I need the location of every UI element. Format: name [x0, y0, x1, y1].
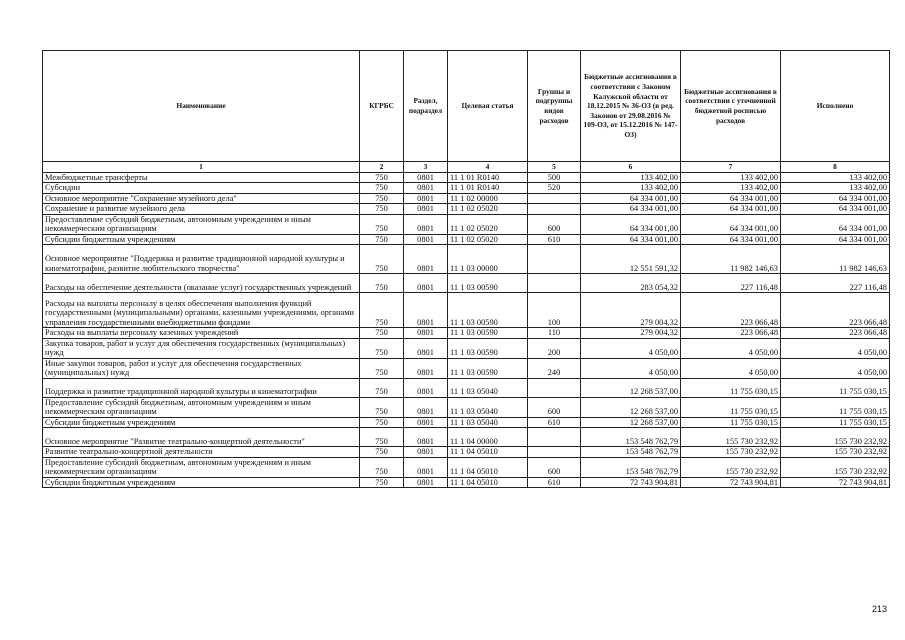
row-expense-type: 600: [528, 457, 581, 477]
row-section: 0801: [404, 477, 448, 488]
row-law-amount: 64 334 001,00: [581, 193, 681, 204]
table-row: [43, 234, 890, 245]
table-row: [43, 428, 890, 447]
row-name: Закупка товаров, работ и услуг для обеспечения государственных (муниципальных) нужд: [43, 338, 360, 358]
header-section: Раздел, подраздел: [404, 51, 448, 162]
row-kgrbs: 750: [360, 183, 404, 194]
row-section: 0801: [404, 428, 448, 447]
row-kgrbs: 750: [360, 193, 404, 204]
row-executed-amount: 11 755 030,15: [781, 397, 890, 417]
row-expense-type: [528, 193, 581, 204]
row-expense-type: [528, 428, 581, 447]
table-row: [43, 457, 890, 477]
row-name: Поддержка и развитие традиционной народной культуры и кинематографии: [43, 378, 360, 397]
row-expense-type: [528, 204, 581, 215]
row-target: 11 1 01 R0140: [448, 183, 528, 194]
row-target: 11 1 02 05020: [448, 204, 528, 215]
row-expense-type: [528, 274, 581, 293]
row-target: 11 1 03 00590: [448, 274, 528, 293]
row-section: 0801: [404, 397, 448, 417]
row-executed-amount: 11 982 146,63: [781, 245, 890, 274]
row-executed-amount: 133 402,00: [781, 183, 890, 194]
row-expense-type: 200: [528, 338, 581, 358]
row-refined-amount: 4 050,00: [681, 338, 781, 358]
row-kgrbs: 750: [360, 293, 404, 328]
row-target: 11 1 03 00590: [448, 338, 528, 358]
row-section: 0801: [404, 172, 448, 183]
row-kgrbs: 750: [360, 477, 404, 488]
row-target: 11 1 03 05040: [448, 378, 528, 397]
row-target: 11 1 02 00000: [448, 193, 528, 204]
row-refined-amount: 223 066,48: [681, 328, 781, 339]
row-law-amount: 64 334 001,00: [581, 234, 681, 245]
row-name: Сохранение и развитие музейного дела: [43, 204, 360, 215]
row-section: 0801: [404, 204, 448, 215]
header-groups: Группы и подгруппы видов расходов: [528, 51, 581, 162]
row-target: 11 1 03 00590: [448, 328, 528, 339]
row-target: 11 1 04 05010: [448, 447, 528, 458]
row-executed-amount: 72 743 904,81: [781, 477, 890, 488]
row-refined-amount: 227 116,48: [681, 274, 781, 293]
row-expense-type: 610: [528, 417, 581, 428]
row-name: Межбюджетные трансферты: [43, 172, 360, 183]
row-section: 0801: [404, 214, 448, 234]
row-executed-amount: 223 066,48: [781, 328, 890, 339]
row-section: 0801: [404, 378, 448, 397]
row-expense-type: [528, 378, 581, 397]
row-law-amount: 64 334 001,00: [581, 214, 681, 234]
header-done: Исполнено: [781, 51, 890, 162]
row-name: Основное мероприятие "Развитие театрально-концертной деятельности": [43, 428, 360, 447]
table-row: [43, 358, 890, 378]
table-row: [43, 274, 890, 293]
row-executed-amount: 4 050,00: [781, 358, 890, 378]
row-expense-type: 520: [528, 183, 581, 194]
row-kgrbs: 750: [360, 245, 404, 274]
row-law-amount: 153 548 762,79: [581, 428, 681, 447]
row-target: 11 1 04 00000: [448, 428, 528, 447]
row-target: 11 1 03 05040: [448, 417, 528, 428]
column-number: 5: [528, 162, 581, 173]
row-target: 11 1 03 00590: [448, 358, 528, 378]
row-refined-amount: 155 730 232,92: [681, 428, 781, 447]
column-number: 1: [43, 162, 360, 173]
row-expense-type: 500: [528, 172, 581, 183]
row-kgrbs: 750: [360, 358, 404, 378]
row-kgrbs: 750: [360, 234, 404, 245]
row-expense-type: 240: [528, 358, 581, 378]
row-section: 0801: [404, 274, 448, 293]
row-refined-amount: 133 402,00: [681, 172, 781, 183]
page-number: 213: [872, 604, 888, 614]
column-number: 6: [581, 162, 681, 173]
row-executed-amount: 155 730 232,92: [781, 428, 890, 447]
row-refined-amount: 4 050,00: [681, 358, 781, 378]
row-law-amount: 12 268 537,00: [581, 397, 681, 417]
table-row: [43, 214, 890, 234]
row-target: 11 1 02 05020: [448, 234, 528, 245]
row-expense-type: 110: [528, 328, 581, 339]
row-name: Расходы на выплаты персоналу в целях обеспечения выполнения функций государственными (муниципальными) органами, казенными учреждениями, органами управления государственными внебюджетными фондами: [43, 293, 360, 328]
row-name: Субсидии: [43, 183, 360, 194]
row-section: 0801: [404, 358, 448, 378]
row-section: 0801: [404, 417, 448, 428]
column-number-row: [43, 162, 890, 173]
row-law-amount: 279 004,32: [581, 328, 681, 339]
row-name: Расходы на обеспечение деятельности (оказание услуг) государственных учреждений: [43, 274, 360, 293]
table-body: [43, 172, 890, 488]
row-target: 11 1 03 00000: [448, 245, 528, 274]
row-name: Расходы на выплаты персоналу казенных учреждений: [43, 328, 360, 339]
row-law-amount: 64 334 001,00: [581, 204, 681, 215]
table-row: [43, 477, 890, 488]
table-row: [43, 447, 890, 458]
row-section: 0801: [404, 245, 448, 274]
table-row: [43, 245, 890, 274]
table-row: [43, 417, 890, 428]
column-number: 2: [360, 162, 404, 173]
row-target: 11 1 03 00590: [448, 293, 528, 328]
row-expense-type: [528, 447, 581, 458]
row-kgrbs: 750: [360, 378, 404, 397]
row-kgrbs: 750: [360, 457, 404, 477]
table-row: [43, 378, 890, 397]
row-refined-amount: 64 334 001,00: [681, 214, 781, 234]
row-law-amount: 133 402,00: [581, 183, 681, 194]
row-executed-amount: 133 402,00: [781, 172, 890, 183]
row-refined-amount: 11 755 030,15: [681, 397, 781, 417]
header-row: [43, 51, 890, 162]
row-executed-amount: 223 066,48: [781, 293, 890, 328]
header-law: Бюджетные ассигнования в соответствии с Законом Калужской области от 18.12.2015 № 36-ОЗ (в ред. Законов от 29.08.2016 № 109-ОЗ, от 15.12.2016 № 147-ОЗ): [581, 51, 681, 162]
header-refined: Бюджетные ассигнования в соответствии с уточненной бюджетной росписью расходов: [681, 51, 781, 162]
row-name: Иные закупки товаров, работ и услуг для обеспечения государственных (муниципальных) нужд: [43, 358, 360, 378]
row-section: 0801: [404, 447, 448, 458]
row-section: 0801: [404, 234, 448, 245]
row-target: 11 1 03 05040: [448, 397, 528, 417]
row-law-amount: 133 402,00: [581, 172, 681, 183]
row-executed-amount: 64 334 001,00: [781, 214, 890, 234]
row-law-amount: 4 050,00: [581, 358, 681, 378]
row-refined-amount: 64 334 001,00: [681, 234, 781, 245]
row-kgrbs: 750: [360, 214, 404, 234]
row-expense-type: 600: [528, 397, 581, 417]
row-kgrbs: 750: [360, 204, 404, 215]
column-number: 8: [781, 162, 890, 173]
row-refined-amount: 133 402,00: [681, 183, 781, 194]
table-row: [43, 183, 890, 194]
row-law-amount: 153 548 762,79: [581, 457, 681, 477]
row-refined-amount: 72 743 904,81: [681, 477, 781, 488]
table-row: [43, 397, 890, 417]
row-kgrbs: 750: [360, 172, 404, 183]
row-refined-amount: 11 982 146,63: [681, 245, 781, 274]
row-refined-amount: 155 730 232,92: [681, 447, 781, 458]
row-target: 11 1 04 05010: [448, 457, 528, 477]
row-refined-amount: 11 755 030,15: [681, 378, 781, 397]
row-name: Основное мероприятие "Поддержка и развитие традиционной народной культуры и кинематографии, развитие любительского творчества": [43, 245, 360, 274]
row-kgrbs: 750: [360, 447, 404, 458]
header-kgrbs: КГРБС: [360, 51, 404, 162]
row-refined-amount: 155 730 232,92: [681, 457, 781, 477]
row-name: Предоставление субсидий бюджетным, автономным учреждениям и иным некоммерческим организациям: [43, 214, 360, 234]
row-name: Предоставление субсидий бюджетным, автономным учреждениям и иным некоммерческим организациям: [43, 397, 360, 417]
row-executed-amount: 11 755 030,15: [781, 417, 890, 428]
row-executed-amount: 11 755 030,15: [781, 378, 890, 397]
row-law-amount: 12 551 591,32: [581, 245, 681, 274]
table-row: [43, 293, 890, 328]
row-refined-amount: 11 755 030,15: [681, 417, 781, 428]
row-section: 0801: [404, 328, 448, 339]
row-expense-type: 600: [528, 214, 581, 234]
row-law-amount: 4 050,00: [581, 338, 681, 358]
header-name: Наименование: [43, 51, 360, 162]
row-expense-type: 100: [528, 293, 581, 328]
row-refined-amount: 64 334 001,00: [681, 204, 781, 215]
row-target: 11 1 04 05010: [448, 477, 528, 488]
table-row: [43, 193, 890, 204]
row-executed-amount: 227 116,48: [781, 274, 890, 293]
row-law-amount: 283 054,32: [581, 274, 681, 293]
row-section: 0801: [404, 457, 448, 477]
budget-table: [42, 50, 890, 488]
row-law-amount: 153 548 762,79: [581, 447, 681, 458]
table-row: [43, 204, 890, 215]
row-name: Субсидии бюджетным учреждениям: [43, 234, 360, 245]
row-refined-amount: 64 334 001,00: [681, 193, 781, 204]
row-expense-type: [528, 245, 581, 274]
column-number: 4: [448, 162, 528, 173]
row-kgrbs: 750: [360, 397, 404, 417]
header-target: Целевая статья: [448, 51, 528, 162]
row-section: 0801: [404, 193, 448, 204]
row-target: 11 1 01 R0140: [448, 172, 528, 183]
row-law-amount: 279 004,32: [581, 293, 681, 328]
row-executed-amount: 64 334 001,00: [781, 193, 890, 204]
row-name: Основное мероприятие "Сохранение музейного дела": [43, 193, 360, 204]
row-name: Предоставление субсидий бюджетным, автономным учреждениям и иным некоммерческим организациям: [43, 457, 360, 477]
row-name: Развитие театрально-концертной деятельности: [43, 447, 360, 458]
row-expense-type: 610: [528, 234, 581, 245]
row-executed-amount: 4 050,00: [781, 338, 890, 358]
row-name: Субсидии бюджетным учреждениям: [43, 417, 360, 428]
table-row: [43, 328, 890, 339]
column-number: 7: [681, 162, 781, 173]
row-target: 11 1 02 05020: [448, 214, 528, 234]
row-law-amount: 12 268 537,00: [581, 417, 681, 428]
row-refined-amount: 223 066,48: [681, 293, 781, 328]
row-executed-amount: 64 334 001,00: [781, 204, 890, 215]
table-row: [43, 172, 890, 183]
row-kgrbs: 750: [360, 338, 404, 358]
row-section: 0801: [404, 293, 448, 328]
table-row: [43, 338, 890, 358]
row-executed-amount: 155 730 232,92: [781, 447, 890, 458]
row-kgrbs: 750: [360, 417, 404, 428]
row-section: 0801: [404, 338, 448, 358]
row-section: 0801: [404, 183, 448, 194]
row-kgrbs: 750: [360, 274, 404, 293]
row-name: Субсидии бюджетным учреждениям: [43, 477, 360, 488]
row-law-amount: 12 268 537,00: [581, 378, 681, 397]
row-law-amount: 72 743 904,81: [581, 477, 681, 488]
row-expense-type: 610: [528, 477, 581, 488]
column-number: 3: [404, 162, 448, 173]
row-kgrbs: 750: [360, 428, 404, 447]
row-executed-amount: 64 334 001,00: [781, 234, 890, 245]
row-kgrbs: 750: [360, 328, 404, 339]
row-executed-amount: 155 730 232,92: [781, 457, 890, 477]
